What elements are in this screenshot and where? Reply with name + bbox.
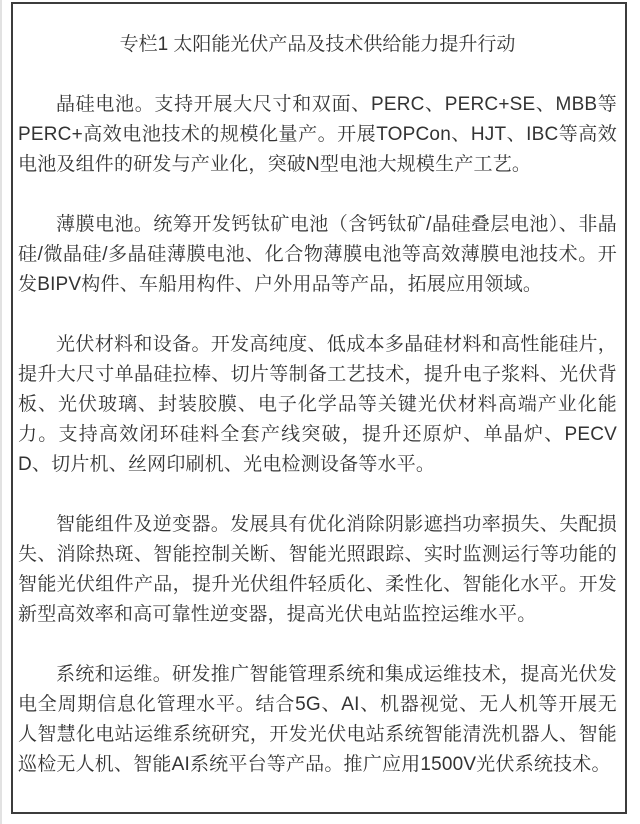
column-box-title: 专栏1 太阳能光伏产品及技术供给能力提升行动: [119, 34, 516, 55]
paragraph-thin-film-cells: 薄膜电池。统筹开发钙钛矿电池（含钙钛矿/晶硅叠层电池）、非晶硅/微晶硅/多晶硅薄膜电池、化合物薄膜电池等高效薄膜电池技术。开发BIPV构件、车船用构件、户外用品等产品，拓展应用领域。: [18, 214, 617, 295]
page-left-edge: [0, 0, 2, 824]
paragraph-pv-materials-equipment: 光伏材料和设备。开发高纯度、低成本多晶硅材料和高性能硅片，提升大尺寸单晶硅拉棒、切片等制备工艺技术，提升电子浆料、光伏背板、光伏玻璃、封装胶膜、电子化学品等关键光伏材料高端产业化能力。支持高效闭环硅料全套产线突破，提升还原炉、单晶炉、PECVD、切片机、丝网印刷机、光电检测设备等水平。: [18, 334, 617, 475]
paragraph-smart-modules-inverters: 智能组件及逆变器。发展具有优化消除阴影遮挡功率损失、失配损失、消除热斑、智能控制关断、智能光照跟踪、实时监测运行等功能的智能光伏组件产品，提升光伏组件轻质化、柔性化、智能化水平。开发新型高效率和高可靠性逆变器，提高光伏电站监控运维水平。: [18, 514, 617, 625]
paragraph-crystalline-silicon-cells: 晶硅电池。支持开展大尺寸和双面、PERC、PERC+SE、MBB等PERC+高效电池技术的规模化量产。开展TOPCon、HJT、IBC等高效电池及组件的研发与产业化，突破N型电池大规模生产工艺。: [18, 94, 617, 175]
paragraph-systems-operations: 系统和运维。研发推广智能管理系统和集成运维技术，提高光伏发电全周期信息化管理水平。结合5G、AI、机器视觉、无人机等开展无人智慧化电站运维系统研究，开发光伏电站系统智能清洗机器人、智能巡检无人机、智能AI系统平台等产品。推广应用1500V光伏系统技术。: [18, 664, 617, 775]
column-1-callout-box: [11, 2, 627, 814]
